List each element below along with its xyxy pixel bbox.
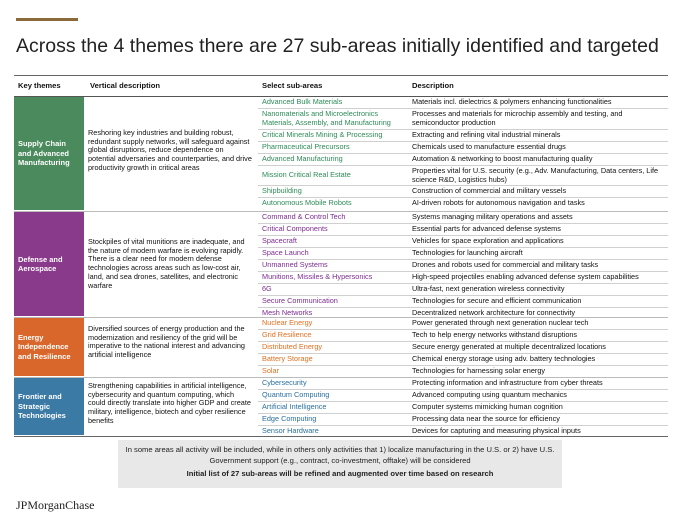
page-title: Across the 4 themes there are 27 sub-areas initially identified and targeted [16,35,659,57]
sub-area: Command & Control Tech [262,212,346,221]
sub-area-description: Secure energy generated at multiple decentralized locations [412,342,606,351]
sub-area: Distributed Energy [262,342,323,351]
table-row [258,318,668,330]
sub-area-description: Extracting and refining vital industrial minerals [412,130,561,139]
vertical-frontier: Strengthening capabilities in artificial intelligence, cybersecurity and quantum computing, which could directly translate into higher GDP and create military, intelligence, biotech and cyber resilience benefits [88,381,251,425]
sub-area: Space Launch [262,248,309,257]
sub-area-description: Technologies for secure and efficient communication [412,296,582,305]
section-supply-chain [14,97,668,212]
sub-area-description: Computer systems mimicking human cognition [412,402,563,411]
sub-area: Mesh Networks [262,308,313,317]
table-row [258,414,668,426]
sub-area: Battery Storage [262,354,313,363]
sub-area: Cybersecurity [262,378,307,387]
table-row [258,186,668,198]
sub-area-description: Vehicles for space exploration and applications [412,236,564,245]
sub-area-description: Ultra-fast, next generation wireless connectivity [412,284,565,293]
sub-area: Autonomous Mobile Robots [262,198,352,207]
sub-area: Advanced Bulk Materials [262,97,343,106]
sub-area-description: Decentralized network architecture for connectivity [412,308,576,317]
table-row [258,166,668,186]
sub-area: Grid Resilience [262,330,312,339]
sub-area: Nuclear Energy [262,318,313,327]
sub-area-description: Technologies for launching aircraft [412,248,523,257]
sub-area-description: Advanced computing using quantum mechanics [412,390,567,399]
sub-area: Secure Communication [262,296,338,305]
sub-area: Critical Components [262,224,328,233]
table-row [258,248,668,260]
sub-area-description: Systems managing military operations and assets [412,212,573,221]
section-defense [14,212,668,318]
rows-supply-chain [258,97,668,209]
sub-area: Unmanned Systems [262,260,328,269]
vertical-supply-chain: Reshoring key industries and building robust, redundant supply networks, will safeguard against global disruptions, reduce dependence on potential adversaries and counterparties, and drive productivity growth in critical areas [88,128,252,172]
table-row [258,330,668,342]
sub-area-description: High-speed projectiles enabling advanced defense system capabilities [412,272,639,281]
table-row [258,224,668,236]
table-row [258,402,668,414]
sub-area-description: Chemical energy storage using adv. battery technologies [412,354,596,363]
footnote-text: In some areas all activity will be included, while in others only activities that 1) localize manufacturing in the U.S. or 2) have U.S. Government support (e.g., contract, co-investment, offtake) will be considered [125,445,555,465]
table-row [258,142,668,154]
sub-area: Pharmaceutical Precursors [262,142,350,151]
table-row [258,109,668,130]
sub-area-description: Protecting information and infrastructure from cyber threats [412,378,603,387]
sub-area-description: Power generated through next generation nuclear tech [412,318,589,327]
theme-supply-chain: Supply Chain and Advanced Manufacturing [14,97,84,210]
theme-defense: Defense and Aerospace [14,212,84,316]
sub-area-description: AI-driven robots for autonomous navigation and tasks [412,198,585,207]
section-energy [14,318,668,378]
table-row [258,198,668,209]
header-select-sub-areas: Select sub-areas [262,81,323,90]
sub-area: Edge Computing [262,414,317,423]
sub-area: Artificial Intelligence [262,402,327,411]
sub-area: Spacecraft [262,236,297,245]
header-key-themes: Key themes [18,81,61,90]
table-row [258,354,668,366]
rows-frontier [258,378,668,438]
sub-area-description: Essential parts for advanced defense systems [412,224,561,233]
sub-area: Quantum Computing [262,390,330,399]
title-accent-line [16,18,78,21]
themes-table [14,75,668,437]
footnote-bold-text: Initial list of 27 sub-areas will be refined and augmented over time based on research [186,469,494,478]
footnote-box [118,440,562,488]
table-row [258,130,668,142]
table-header [14,76,668,97]
sub-area: Advanced Manufacturing [262,154,343,163]
theme-energy: Energy Independence and Resilience [14,318,84,376]
sub-area: Munitions, Missiles & Hypersonics [262,272,373,281]
table-row [258,260,668,272]
sub-area-description: Technologies for harnessing solar energy [412,366,546,375]
vertical-energy: Diversified sources of energy production and the modernization and resiliency of the grid will be imperative to the national interest and advancing artificial intelligence [88,324,245,360]
sub-area: 6G [262,284,272,293]
rows-energy [258,318,668,378]
rows-defense [258,212,668,324]
sub-area-description: Tech to help energy networks withstand disruptions [412,330,578,339]
sub-area: Shipbuilding [262,186,302,195]
sub-area: Nanomaterials and Microelectronics Materials, Assembly, and Manufacturing [262,109,391,127]
theme-frontier: Frontier and Strategic Technologies [14,378,84,435]
sub-area: Solar [262,366,280,375]
table-row [258,212,668,224]
section-frontier [14,378,668,437]
header-vertical-description: Vertical description [90,81,161,90]
sub-area-description: Chemicals used to manufacture essential drugs [412,142,566,151]
sub-area: Sensor Hardware [262,426,319,435]
table-row [258,378,668,390]
sub-area-description: Construction of commercial and military vessels [412,186,567,195]
sub-area: Critical Minerals Mining & Processing [262,130,383,139]
table-row [258,284,668,296]
sub-area-description: Automation & networking to boost manufacturing quality [412,154,593,163]
sub-area-description: Properties vital for U.S. security (e.g., Adv. Manufacturing, Data centers, Life science R&D, Logistics hubs) [412,166,659,184]
table-row [258,154,668,166]
table-row [258,342,668,354]
table-row [258,390,668,402]
table-row [258,366,668,378]
table-row [258,236,668,248]
sub-area-description: Devices for capturing and measuring physical inputs [412,426,581,435]
jpmorganchase-logo: JPMorganChase [16,498,95,512]
sub-area-description: Materials incl. dielectrics & polymers enhancing functionalities [412,97,612,106]
header-description: Description [412,81,454,90]
sub-area-description: Processing data near the source for efficiency [412,414,560,423]
table-row [258,426,668,438]
sub-area-description: Drones and robots used for commercial and military tasks [412,260,599,269]
table-row [258,272,668,284]
vertical-defense: Stockpiles of vital munitions are inadequate, and the nature of modern warfare is evolving rapidly. There is a clear need for modern defense technologies across areas such as low-cost air, land, and sea drones, satellites, and electronic warfare [88,237,245,290]
table-row [258,296,668,308]
table-row [258,97,668,109]
sub-area-description: Processes and materials for microchip assembly and testing, and semiconductor production [412,109,623,127]
sub-area: Mission Critical Real Estate [262,170,351,179]
